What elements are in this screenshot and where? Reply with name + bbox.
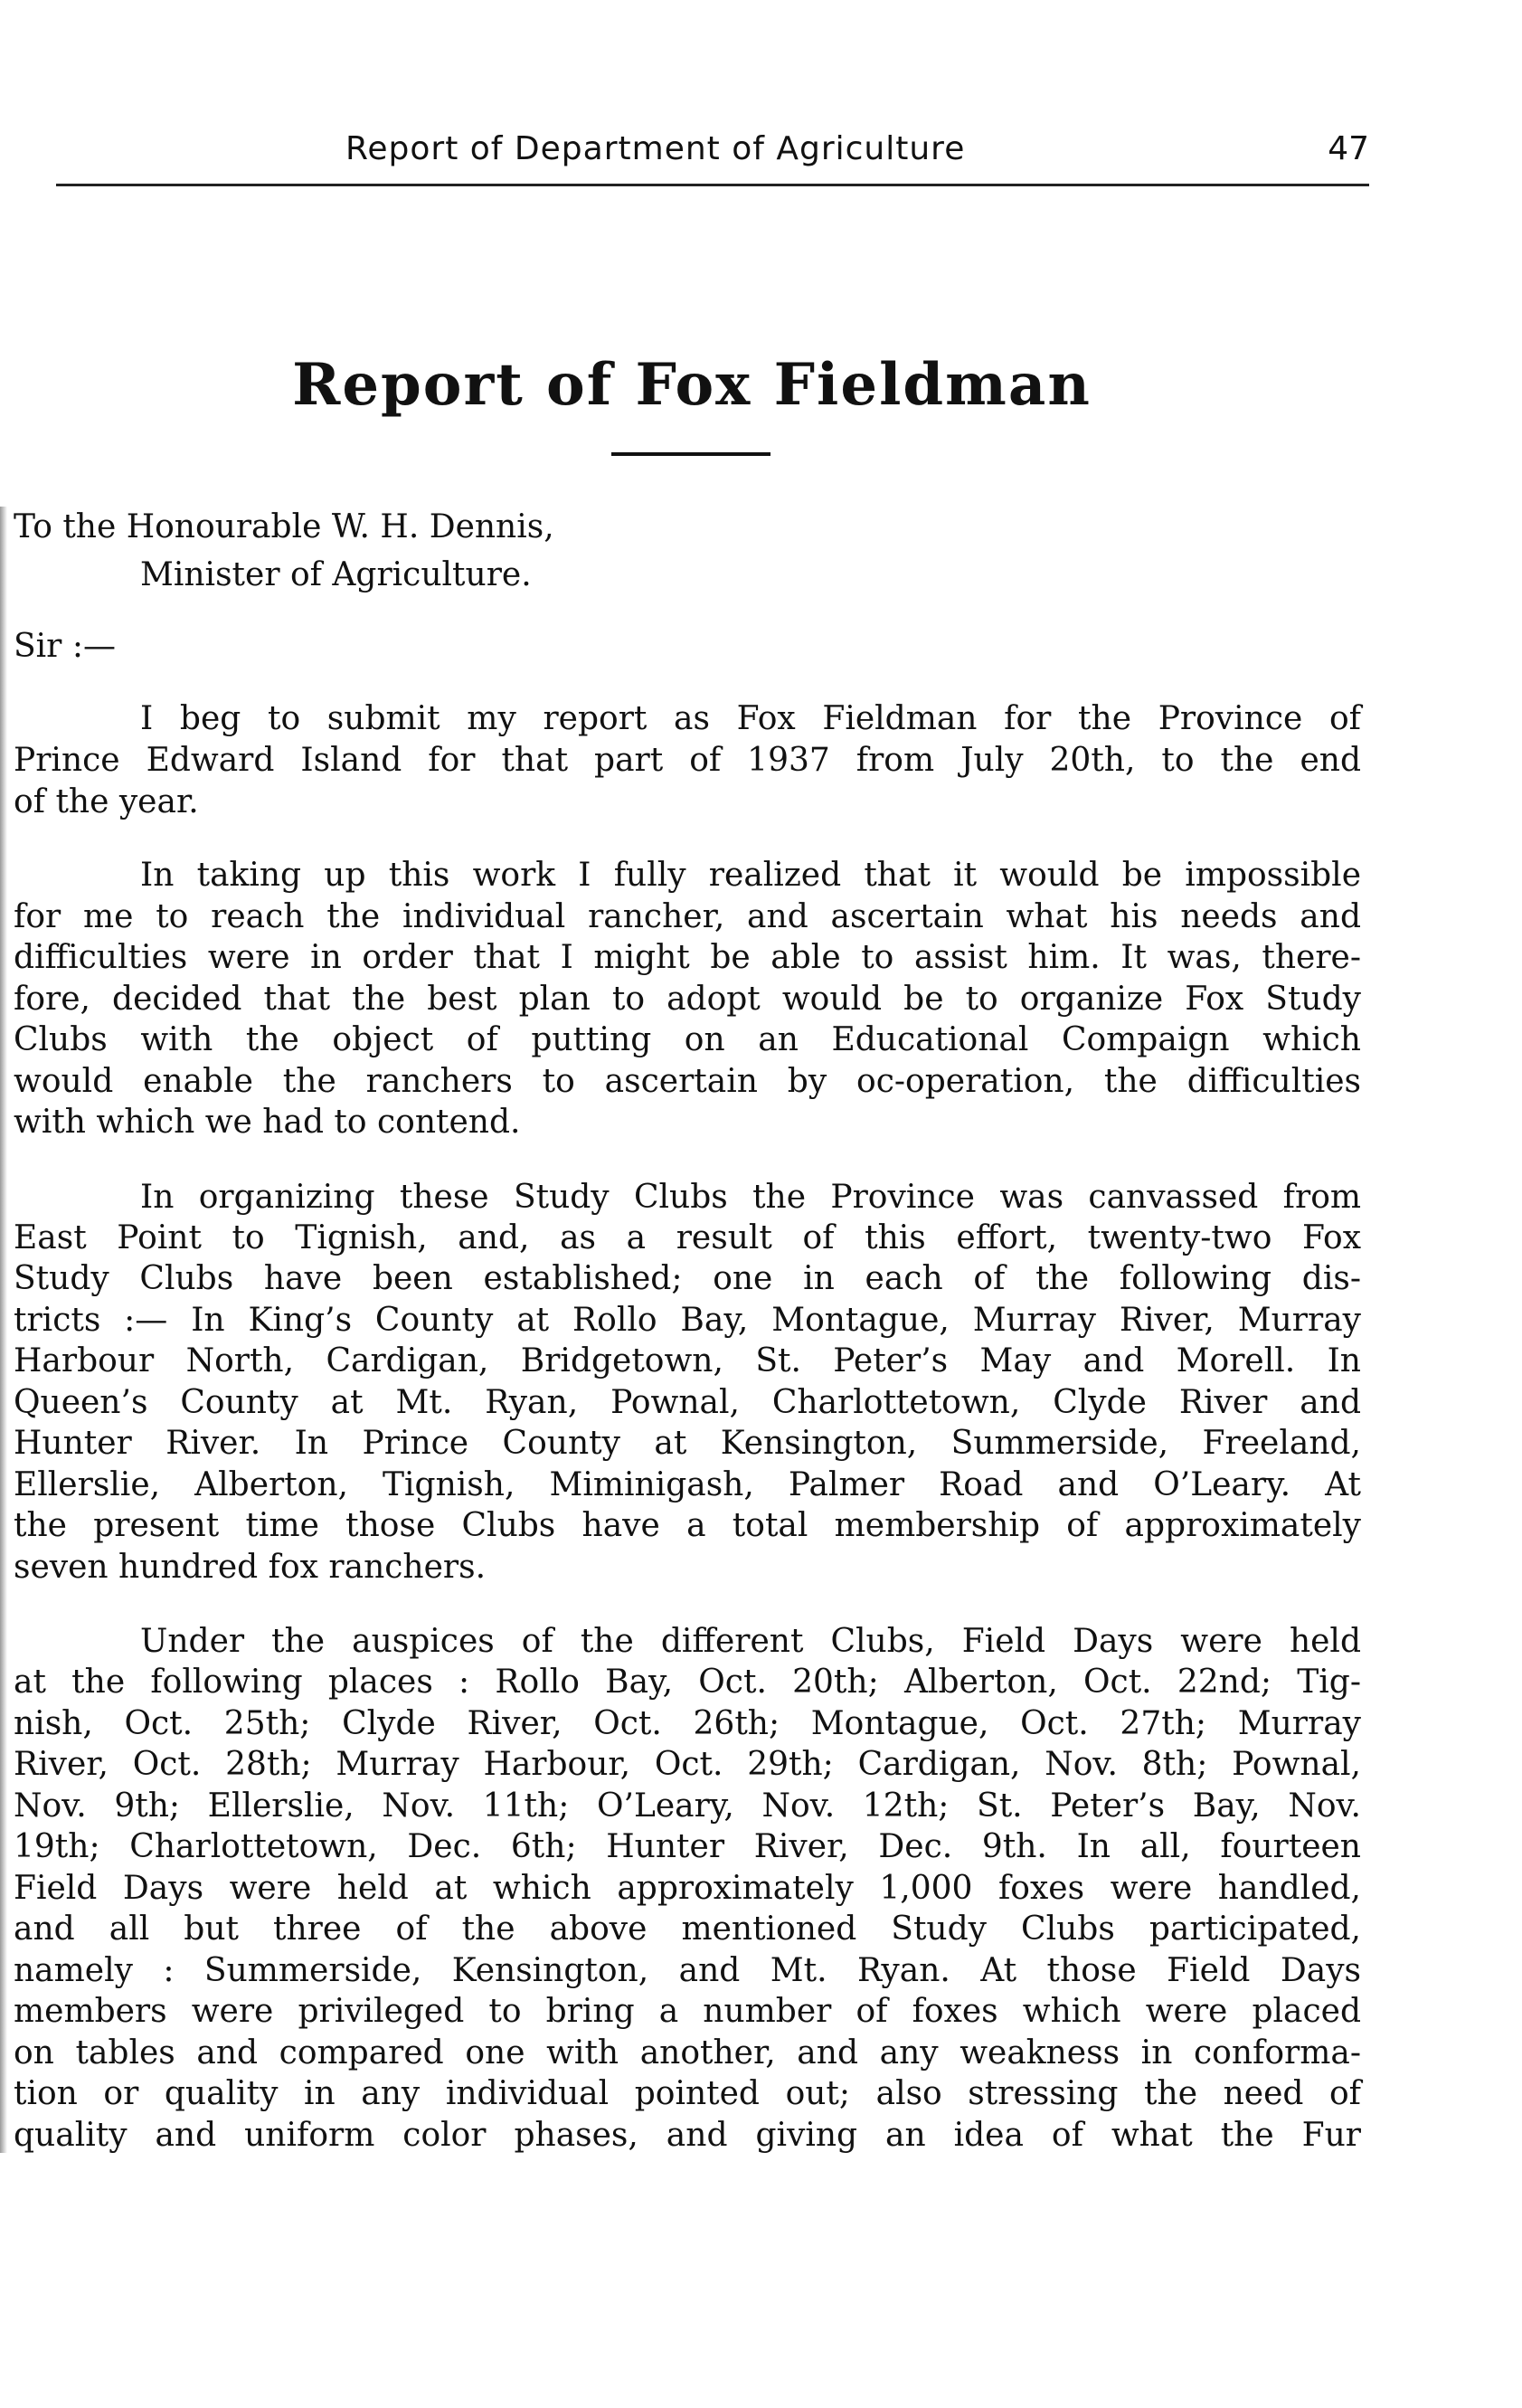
- salutation-line-2: Minister of Agriculture.: [140, 556, 532, 593]
- paragraph-3-line: Ellerslie, Alberton, Tignish, Miminigash, Palmer Road and O’Leary. At: [14, 1466, 1361, 1503]
- paragraph-1-line: Prince Edward Island for that part of 1937 from July 20th, to the end: [14, 742, 1361, 779]
- salutation-line-1: To the Honourable W. H. Dennis,: [14, 508, 554, 545]
- page-header: [56, 125, 1369, 179]
- paragraph-3-line: Hunter River. In Prince County at Kensington, Summerside, Freeland,: [14, 1425, 1361, 1462]
- paragraph-3-line: tricts :— In King’s County at Rollo Bay, Montague, Murray River, Murray: [14, 1302, 1361, 1339]
- paragraph-2-line: for me to reach the individual rancher, and ascertain what his needs and: [14, 898, 1361, 935]
- paragraph-3-line: In organizing these Study Clubs the Province was canvassed from: [140, 1179, 1361, 1216]
- paragraph-4-line: at the following places : Rollo Bay, Oct. 20th; Alberton, Oct. 22nd; Tig-: [14, 1664, 1361, 1701]
- paragraph-2-line: In taking up this work I fully realized that it would be impossible: [140, 857, 1361, 894]
- paragraph-4-line: tion or quality in any individual pointed out; also stressing the need of: [14, 2075, 1361, 2112]
- paragraph-2-line: would enable the ranchers to ascertain by oc-operation, the difficulties: [14, 1063, 1361, 1100]
- title-rule: [611, 452, 770, 456]
- paragraph-4-line: quality and uniform color phases, and giving an idea of what the Fur: [14, 2117, 1361, 2154]
- greeting: Sir :—: [14, 628, 116, 665]
- paragraph-4-line: River, Oct. 28th; Murray Harbour, Oct. 29th; Cardigan, Nov. 8th; Pownal,: [14, 1746, 1361, 1783]
- paragraph-2-line: Clubs with the object of putting on an Educational Compaign which: [14, 1021, 1361, 1058]
- paragraph-4-line: on tables and compared one with another, and any weakness in conforma-: [14, 2034, 1361, 2071]
- paragraph-3-line: East Point to Tignish, and, as a result of this effort, twenty-two Fox: [14, 1219, 1361, 1256]
- paragraph-1-line: of the year.: [14, 783, 199, 820]
- paragraph-4-line: nish, Oct. 25th; Clyde River, Oct. 26th; Montague, Oct. 27th; Murray: [14, 1705, 1361, 1742]
- running-head: Report of Department of Agriculture: [345, 130, 966, 167]
- paragraph-4-line: namely : Summerside, Kensington, and Mt. Ryan. At those Field Days: [14, 1952, 1361, 1989]
- paragraph-3-line: seven hundred fox ranchers.: [14, 1549, 487, 1586]
- scan-shadow-edge: [0, 507, 7, 2153]
- page-number: 47: [1328, 130, 1369, 167]
- header-rule: [56, 184, 1369, 186]
- paragraph-2-line: fore, decided that the best plan to adopt would be to organize Fox Study: [14, 981, 1361, 1018]
- paragraph-2-line: with which we had to contend.: [14, 1104, 521, 1141]
- paragraph-2-line: difficulties were in order that I might be able to assist him. It was, there-: [14, 939, 1361, 976]
- paragraph-4-line: members were privileged to bring a number of foxes which were placed: [14, 1993, 1361, 2030]
- paragraph-1-line: I beg to submit my report as Fox Fieldman for the Province of: [140, 700, 1361, 737]
- paragraph-4-line: 19th; Charlottetown, Dec. 6th; Hunter River, Dec. 9th. In all, fourteen: [14, 1828, 1361, 1865]
- paragraph-3-line: Study Clubs have been established; one in each of the following dis-: [14, 1260, 1361, 1297]
- paragraph-4-line: and all but three of the above mentioned Study Clubs participated,: [14, 1910, 1361, 1948]
- paragraph-4-line: Under the auspices of the different Clubs, Field Days were held: [140, 1623, 1361, 1660]
- paragraph-3-line: Harbour North, Cardigan, Bridgetown, St. Peter’s May and Morell. In: [14, 1342, 1361, 1379]
- paragraph-4-line: Field Days were held at which approximately 1,000 foxes were handled,: [14, 1870, 1361, 1907]
- paragraph-3-line: the present time those Clubs have a total membership of approximately: [14, 1507, 1361, 1544]
- paragraph-3-line: Queen’s County at Mt. Ryan, Pownal, Charlottetown, Clyde River and: [14, 1384, 1361, 1421]
- paragraph-4-line: Nov. 9th; Ellerslie, Nov. 11th; O’Leary, Nov. 12th; St. Peter’s Bay, Nov.: [14, 1787, 1361, 1825]
- report-title: Report of Fox Fieldman: [292, 351, 1092, 419]
